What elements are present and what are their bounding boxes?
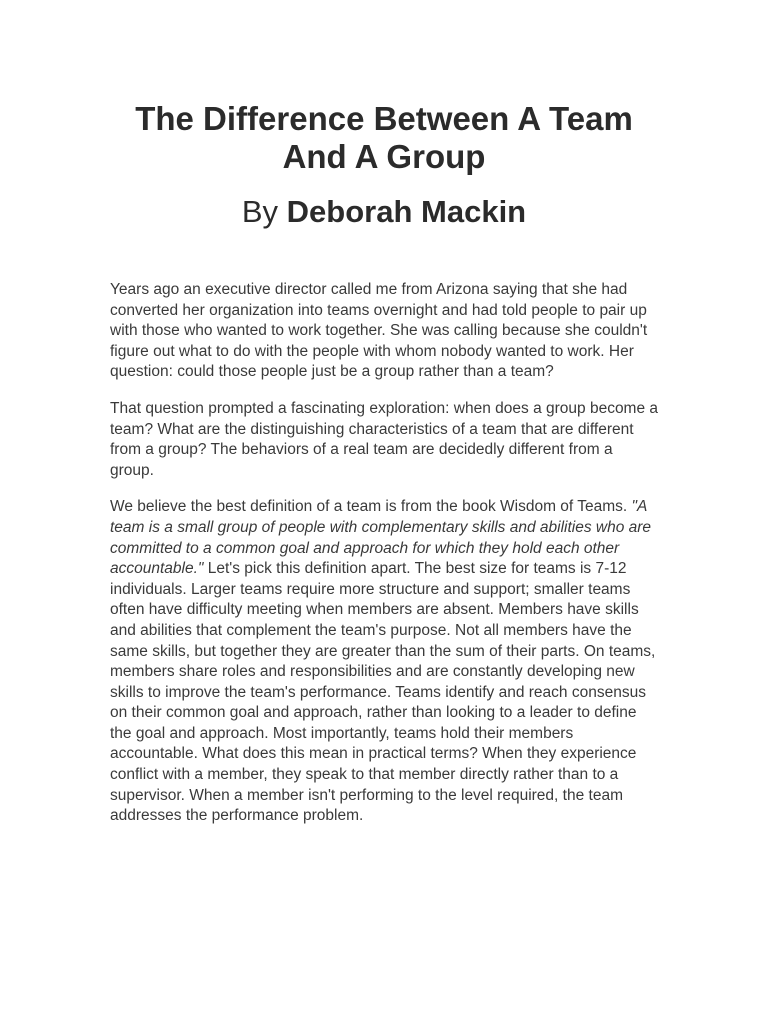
paragraph-3-rest: Let's pick this definition apart. The best size for teams is 7-12 individuals. Larger teams require more structure and support; smaller teams often have difficulty meeting when members are absent. Members have skills and abilities that complement the team's purpose. Not all members have the same skills, but together they are greater than the sum of their parts. On teams, members share roles and responsibilities and are constantly developing new skills to improve the team's performance. Teams identify and reach consensus on their common goal and approach, rather than looking to a leader to define the goal and approach. Most importantly, teams hold their members accountable. What does this mean in practical terms? When they experience conflict with a member, they speak to that member directly rather than to a supervisor. When a member isn't performing to the level required, the team addresses the performance problem. bbox=[110, 560, 656, 825]
article-body bbox=[110, 280, 660, 843]
paragraph-2: That question prompted a fascinating exploration: when does a group become a team? What are the distinguishing characteristics of a team that are different from a group? The behaviors of a real team are decidedly different from a group. bbox=[110, 399, 659, 479]
byline bbox=[104, 193, 664, 231]
paragraph-1: Years ago an executive director called me from Arizona saying that she had converted her organization into teams overnight and had told people to pair up with those who wanted to work together. She was calling because she couldn't figure out what to do with the people with whom nobody wanted to work. Her question: could those people just be a group rather than a team? bbox=[110, 281, 648, 381]
document-title: The Difference Between A Team And A Group bbox=[135, 100, 633, 175]
author-name: Deborah Mackin bbox=[286, 194, 527, 229]
paragraph-3-intro: We believe the best definition of a team is from the book Wisdom of Teams. bbox=[110, 498, 632, 516]
byline-prefix: By bbox=[241, 194, 279, 229]
team-definition-quote: "A team is a small group of people with complementary skills and abilities who are committed to a common goal and approach for which they hold each other accountable." bbox=[110, 498, 652, 578]
paragraph-3 bbox=[110, 497, 660, 827]
